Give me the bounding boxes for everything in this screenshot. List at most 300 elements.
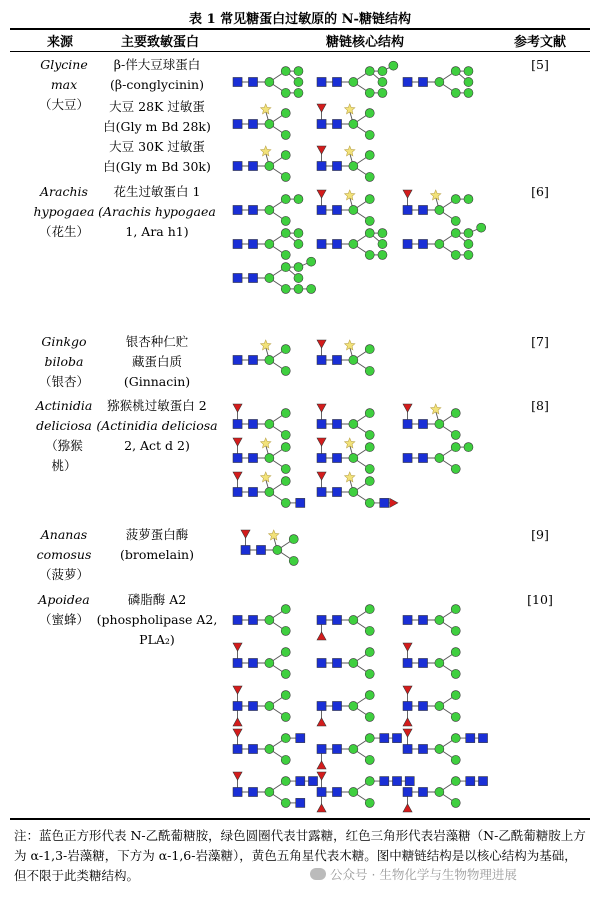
glcnac-square-icon	[317, 205, 326, 214]
mannose-circle-icon	[281, 409, 290, 418]
glcnac-square-icon	[248, 239, 257, 248]
glycan-m3fx	[312, 146, 422, 186]
glcnac-square-icon	[296, 798, 305, 807]
mannose-circle-icon	[435, 658, 444, 667]
mannose-circle-icon	[435, 419, 444, 428]
glcnac-square-icon	[332, 205, 341, 214]
mannose-circle-icon	[365, 366, 374, 375]
glcnac-square-icon	[332, 239, 341, 248]
glcnac-square-icon	[233, 205, 242, 214]
glcnac-square-icon	[418, 701, 427, 710]
mannose-circle-icon	[378, 88, 387, 97]
table-top-rule	[10, 28, 590, 30]
mannose-circle-icon	[281, 669, 290, 678]
mannose-circle-icon	[365, 669, 374, 678]
glycan-structure	[233, 605, 290, 636]
glcnac-square-icon	[418, 77, 427, 86]
mannose-circle-icon	[451, 648, 460, 657]
fucose-triangle-icon	[317, 632, 326, 640]
mannose-circle-icon	[451, 691, 460, 700]
mannose-circle-icon	[365, 172, 374, 181]
fucose-triangle-icon	[317, 404, 326, 412]
glcnac-square-icon	[466, 734, 475, 743]
mannose-circle-icon	[265, 487, 274, 496]
mannose-circle-icon	[365, 498, 374, 507]
glcnac-square-icon	[317, 453, 326, 462]
table-caption: 表 1 常见糖蛋白过敏原的 N-糖链结构	[189, 12, 411, 27]
mannose-circle-icon	[451, 250, 460, 259]
mannose-circle-icon	[435, 744, 444, 753]
fucose-triangle-icon	[233, 729, 242, 737]
glycan-structure	[233, 438, 290, 473]
source-latin: Ginkgo	[41, 334, 87, 349]
fucose-triangle-icon	[317, 146, 326, 154]
glycan-structure	[233, 643, 290, 678]
mannose-circle-icon	[451, 464, 460, 473]
glcnac-square-icon	[296, 498, 305, 507]
reference-cell: [6]	[531, 184, 549, 199]
glcnac-square-icon	[380, 498, 389, 507]
glycan-structure	[241, 530, 298, 565]
mannose-circle-icon	[451, 777, 460, 786]
mannose-circle-icon	[365, 345, 374, 354]
protein-line: (Actinidia deliciosa	[96, 418, 218, 433]
glcnac-square-icon	[478, 777, 487, 786]
mannose-circle-icon	[294, 263, 303, 272]
source-cn: （银杏）	[38, 374, 89, 389]
watermark: 公众号 · 生物化学与生物物理进展	[306, 865, 521, 883]
glcnac-square-icon	[248, 787, 257, 796]
protein-line: PLA₂)	[139, 632, 175, 647]
glcnac-square-icon	[248, 453, 257, 462]
mannose-circle-icon	[265, 453, 274, 462]
glcnac-square-icon	[317, 119, 326, 128]
glycan-structure	[317, 61, 398, 97]
mannose-circle-icon	[281, 109, 290, 118]
mannose-circle-icon	[281, 798, 290, 807]
mannose-circle-icon	[265, 744, 274, 753]
protein-line: 大豆 28K 过敏蛋	[109, 99, 205, 114]
glycan-structure	[317, 340, 374, 375]
mannose-circle-icon	[294, 77, 303, 86]
mannose-circle-icon	[464, 239, 473, 248]
source-latin: Ananas	[40, 527, 88, 542]
mannose-circle-icon	[389, 61, 398, 70]
glycan-svg	[398, 729, 508, 769]
table-bottom-rule	[10, 818, 590, 820]
mannose-circle-icon	[365, 67, 374, 76]
glcnac-square-icon	[332, 119, 341, 128]
glcnac-square-icon	[418, 205, 427, 214]
mannose-circle-icon	[294, 284, 303, 293]
glycan-structure	[317, 404, 374, 439]
glycan-m8	[228, 258, 338, 298]
fucose-triangle-icon	[403, 804, 412, 812]
source-latin: hypogaea	[33, 204, 95, 219]
glcnac-square-icon	[332, 615, 341, 624]
mannose-circle-icon	[307, 284, 316, 293]
glycan-m3f36b	[398, 686, 508, 726]
glycan-svg	[228, 258, 338, 298]
mannose-circle-icon	[281, 130, 290, 139]
mannose-circle-icon	[265, 77, 274, 86]
glcnac-square-icon	[317, 615, 326, 624]
mannose-circle-icon	[435, 239, 444, 248]
reference-cell: [7]	[531, 334, 549, 349]
glcnac-square-icon	[403, 615, 412, 624]
mannose-circle-icon	[464, 250, 473, 259]
mannose-circle-icon	[281, 151, 290, 160]
glycan-m3-isomer	[398, 62, 508, 102]
protein-line: β-伴大豆球蛋白	[113, 57, 201, 72]
fucose-triangle-icon	[403, 190, 412, 198]
glcnac-square-icon	[418, 744, 427, 753]
mannose-circle-icon	[451, 798, 460, 807]
glcnac-square-icon	[403, 239, 412, 248]
glcnac-square-icon	[233, 77, 242, 86]
glycan-structure	[233, 146, 290, 181]
glycan-structure	[317, 229, 387, 260]
mannose-circle-icon	[365, 691, 374, 700]
glycan-svg	[312, 340, 422, 380]
mannose-circle-icon	[349, 615, 358, 624]
mannose-circle-icon	[349, 161, 358, 170]
glycan-structure	[317, 438, 374, 473]
glcnac-square-icon	[248, 273, 257, 282]
protein-line: 1, Ara h1)	[125, 224, 189, 239]
fucose-triangle-icon	[317, 772, 326, 780]
mannose-circle-icon	[349, 119, 358, 128]
glcnac-square-icon	[248, 701, 257, 710]
mannose-circle-icon	[281, 498, 290, 507]
glcnac-square-icon	[233, 787, 242, 796]
mannose-circle-icon	[365, 88, 374, 97]
protein-line: 磷脂酶 A2	[127, 592, 187, 607]
glcnac-square-icon	[403, 658, 412, 667]
header-source: 来源	[46, 35, 73, 50]
glycan-m3fx	[312, 104, 422, 144]
fucose-triangle-icon	[390, 498, 398, 507]
glycan-m3f6b	[398, 643, 508, 683]
glycan-structure	[317, 472, 398, 507]
glcnac-square-icon	[332, 355, 341, 364]
mannose-circle-icon	[265, 701, 274, 710]
glycan-svg	[398, 600, 508, 640]
mannose-circle-icon	[365, 648, 374, 657]
fucose-triangle-icon	[233, 772, 242, 780]
protein-cell	[92, 182, 222, 242]
glcnac-square-icon	[403, 77, 412, 86]
mannose-circle-icon	[281, 88, 290, 97]
protein-line: 2, Act d 2)	[124, 438, 190, 453]
mannose-circle-icon	[365, 755, 374, 764]
glycan-m3fx-gf	[312, 472, 422, 512]
fucose-triangle-icon	[233, 472, 242, 480]
protein-cell	[92, 332, 222, 392]
mannose-circle-icon	[349, 787, 358, 796]
source-cn: （猕猴	[45, 438, 83, 453]
glycan-structure	[403, 686, 460, 726]
mannose-circle-icon	[365, 734, 374, 743]
glcnac-square-icon	[418, 453, 427, 462]
header-structure: 糖链核心结构	[325, 35, 404, 50]
source-latin: max	[50, 77, 78, 92]
protein-line: 猕猴桃过敏蛋白 2	[107, 398, 207, 413]
mannose-circle-icon	[265, 787, 274, 796]
fucose-triangle-icon	[317, 340, 326, 348]
fucose-triangle-icon	[403, 686, 412, 694]
mannose-circle-icon	[281, 345, 290, 354]
mannose-circle-icon	[365, 712, 374, 721]
protein-cell	[92, 396, 222, 456]
protein-line: 白(Gly m Bd 28k)	[103, 119, 211, 134]
glcnac-square-icon	[332, 701, 341, 710]
mannose-circle-icon	[365, 409, 374, 418]
glcnac-square-icon	[332, 419, 341, 428]
mannose-circle-icon	[365, 443, 374, 452]
fucose-triangle-icon	[317, 718, 326, 726]
glcnac-square-icon	[403, 744, 412, 753]
fucose-triangle-icon	[233, 718, 242, 726]
mannose-circle-icon	[451, 443, 460, 452]
fucose-triangle-icon	[233, 686, 242, 694]
glcnac-square-icon	[248, 77, 257, 86]
mannose-circle-icon	[451, 409, 460, 418]
mannose-circle-icon	[464, 67, 473, 76]
mannose-circle-icon	[365, 151, 374, 160]
mannose-circle-icon	[365, 195, 374, 204]
mannose-circle-icon	[464, 443, 473, 452]
glcnac-square-icon	[403, 419, 412, 428]
fucose-triangle-icon	[403, 718, 412, 726]
mannose-circle-icon	[294, 195, 303, 204]
fucose-triangle-icon	[317, 190, 326, 198]
glcnac-square-icon	[233, 239, 242, 248]
mannose-circle-icon	[349, 239, 358, 248]
mannose-circle-icon	[365, 477, 374, 486]
mannose-circle-icon	[273, 545, 282, 554]
glcnac-square-icon	[418, 787, 427, 796]
mannose-circle-icon	[349, 355, 358, 364]
mannose-circle-icon	[281, 755, 290, 764]
glycan-structure	[233, 472, 305, 507]
header-reference: 参考文献	[513, 35, 566, 50]
reference-cell: [8]	[531, 398, 549, 413]
glcnac-square-icon	[317, 658, 326, 667]
protein-line: 白(Gly m Bd 30k)	[103, 159, 211, 174]
mannose-circle-icon	[349, 658, 358, 667]
header-protein: 主要致敏蛋白	[120, 35, 199, 50]
mannose-circle-icon	[281, 195, 290, 204]
glcnac-square-icon	[317, 161, 326, 170]
table-header-rule	[10, 51, 590, 52]
fucose-triangle-icon	[403, 404, 412, 412]
source-latin: biloba	[44, 354, 84, 369]
fucose-triangle-icon	[317, 804, 326, 812]
glcnac-square-icon	[332, 658, 341, 667]
glycan-structure	[403, 605, 460, 636]
mannose-circle-icon	[281, 777, 290, 786]
glcnac-square-icon	[403, 453, 412, 462]
glcnac-square-icon	[317, 77, 326, 86]
mannose-circle-icon	[378, 239, 387, 248]
glycan-structure	[233, 729, 305, 764]
mannose-circle-icon	[281, 229, 290, 238]
mannose-circle-icon	[281, 605, 290, 614]
glycan-m2fx	[236, 530, 346, 570]
mannose-circle-icon	[365, 798, 374, 807]
glycan-structure	[403, 643, 460, 678]
mannose-circle-icon	[435, 205, 444, 214]
fucose-triangle-icon	[317, 104, 326, 112]
mannose-circle-icon	[464, 77, 473, 86]
glcnac-square-icon	[317, 355, 326, 364]
glycan-structure	[317, 146, 374, 181]
mannose-circle-icon	[451, 195, 460, 204]
glcnac-square-icon	[317, 787, 326, 796]
reference-cell: [10]	[527, 592, 553, 607]
glcnac-square-icon	[248, 658, 257, 667]
mannose-circle-icon	[365, 130, 374, 139]
mannose-circle-icon	[365, 626, 374, 635]
glycan-svg	[312, 472, 422, 512]
fucose-triangle-icon	[403, 643, 412, 651]
glycan-structure	[403, 729, 488, 764]
mannose-circle-icon	[265, 119, 274, 128]
mannose-circle-icon	[451, 712, 460, 721]
glcnac-square-icon	[241, 545, 250, 554]
mannose-circle-icon	[378, 229, 387, 238]
mannose-circle-icon	[294, 229, 303, 238]
glcnac-square-icon	[296, 777, 305, 786]
mannose-circle-icon	[289, 556, 298, 565]
mannose-circle-icon	[451, 229, 460, 238]
protein-line: 菠萝蛋白酶	[125, 527, 189, 542]
fucose-triangle-icon	[317, 472, 326, 480]
glycan-structure	[403, 777, 488, 812]
protein-cell	[92, 525, 222, 565]
mannose-circle-icon	[378, 67, 387, 76]
mannose-circle-icon	[349, 77, 358, 86]
protein-cell	[92, 55, 222, 95]
glycan-structure	[233, 257, 316, 293]
mannose-circle-icon	[281, 626, 290, 635]
reference-cell: [5]	[531, 57, 549, 72]
mannose-circle-icon	[294, 239, 303, 248]
mannose-circle-icon	[265, 273, 274, 282]
mannose-circle-icon	[265, 239, 274, 248]
glycan-svg	[312, 104, 422, 144]
source-latin: comosus	[36, 547, 92, 562]
source-cn: （花生）	[38, 224, 89, 239]
table-note: 注：蓝色正方形代表 N-乙酰葡糖胺，绿色圆圈代表甘露糖，红色三角形代表岩藻糖（N-乙酰葡糖胺上方为 α-1,3-岩藻糖，下方为 α-1,6-岩藻糖），黄色五角星代表木糖。图中糖链结构是以核心结构为基础，但不限于此类糖结构。	[14, 828, 586, 883]
mannose-circle-icon	[294, 273, 303, 282]
glcnac-square-icon	[248, 161, 257, 170]
source-latin: Apoidea	[38, 592, 90, 607]
mannose-circle-icon	[349, 744, 358, 753]
protein-cell	[92, 97, 222, 137]
mannose-circle-icon	[349, 487, 358, 496]
mannose-circle-icon	[307, 257, 316, 266]
glcnac-square-icon	[248, 744, 257, 753]
glcnac-square-icon	[418, 658, 427, 667]
glycan-structure	[233, 104, 290, 139]
mannose-circle-icon	[435, 615, 444, 624]
glycan-structure	[403, 67, 473, 98]
glcnac-square-icon	[403, 787, 412, 796]
glcnac-square-icon	[418, 419, 427, 428]
mannose-circle-icon	[435, 453, 444, 462]
glcnac-square-icon	[332, 453, 341, 462]
glcnac-square-icon	[248, 355, 257, 364]
mannose-circle-icon	[435, 77, 444, 86]
mannose-circle-icon	[365, 229, 374, 238]
glcnac-square-icon	[248, 119, 257, 128]
glcnac-square-icon	[233, 119, 242, 128]
glycan-structure	[403, 190, 473, 225]
glcnac-square-icon	[380, 777, 389, 786]
glcnac-square-icon	[403, 205, 412, 214]
glcnac-square-icon	[233, 161, 242, 170]
source-cn: 桃）	[51, 458, 77, 473]
glycan-structure	[317, 104, 374, 139]
glycan-structure	[317, 605, 374, 640]
protein-line: 大豆 30K 过敏蛋	[109, 139, 205, 154]
glycan-m3f-g	[398, 772, 508, 812]
mannose-circle-icon	[451, 88, 460, 97]
glcnac-square-icon	[233, 355, 242, 364]
glycan-structure	[317, 648, 374, 679]
glycan-structure	[317, 734, 402, 769]
source-cn: （大豆）	[38, 97, 89, 112]
glycan-structure	[317, 691, 374, 726]
glcnac-square-icon	[256, 545, 265, 554]
mannose-circle-icon	[281, 366, 290, 375]
mannose-circle-icon	[349, 701, 358, 710]
source-latin: Arachis	[40, 184, 88, 199]
glycan-svg	[312, 146, 422, 186]
glcnac-square-icon	[418, 239, 427, 248]
glycan-m7	[398, 224, 508, 264]
glcnac-square-icon	[233, 419, 242, 428]
mannose-circle-icon	[294, 67, 303, 76]
protein-line: (Ginnacin)	[123, 374, 191, 389]
mannose-circle-icon	[281, 691, 290, 700]
fucose-triangle-icon	[241, 530, 250, 538]
mannose-circle-icon	[281, 734, 290, 743]
protein-line: (β-conglycinin)	[110, 77, 204, 92]
mannose-circle-icon	[265, 205, 274, 214]
mannose-circle-icon	[265, 161, 274, 170]
glcnac-square-icon	[296, 734, 305, 743]
mannose-circle-icon	[289, 535, 298, 544]
glcnac-square-icon	[317, 487, 326, 496]
glcnac-square-icon	[233, 744, 242, 753]
reference-cell: [9]	[531, 527, 549, 542]
glycan-structure	[233, 229, 303, 260]
fucose-triangle-icon	[233, 643, 242, 651]
mannose-circle-icon	[265, 419, 274, 428]
mannose-circle-icon	[464, 229, 473, 238]
glcnac-square-icon	[332, 161, 341, 170]
glycan-svg	[398, 643, 508, 683]
glcnac-square-icon	[233, 615, 242, 624]
glycan-svg	[398, 772, 508, 812]
mannose-circle-icon	[281, 67, 290, 76]
mannose-circle-icon	[451, 734, 460, 743]
glcnac-square-icon	[380, 734, 389, 743]
source-cn: （菠萝）	[38, 567, 89, 582]
